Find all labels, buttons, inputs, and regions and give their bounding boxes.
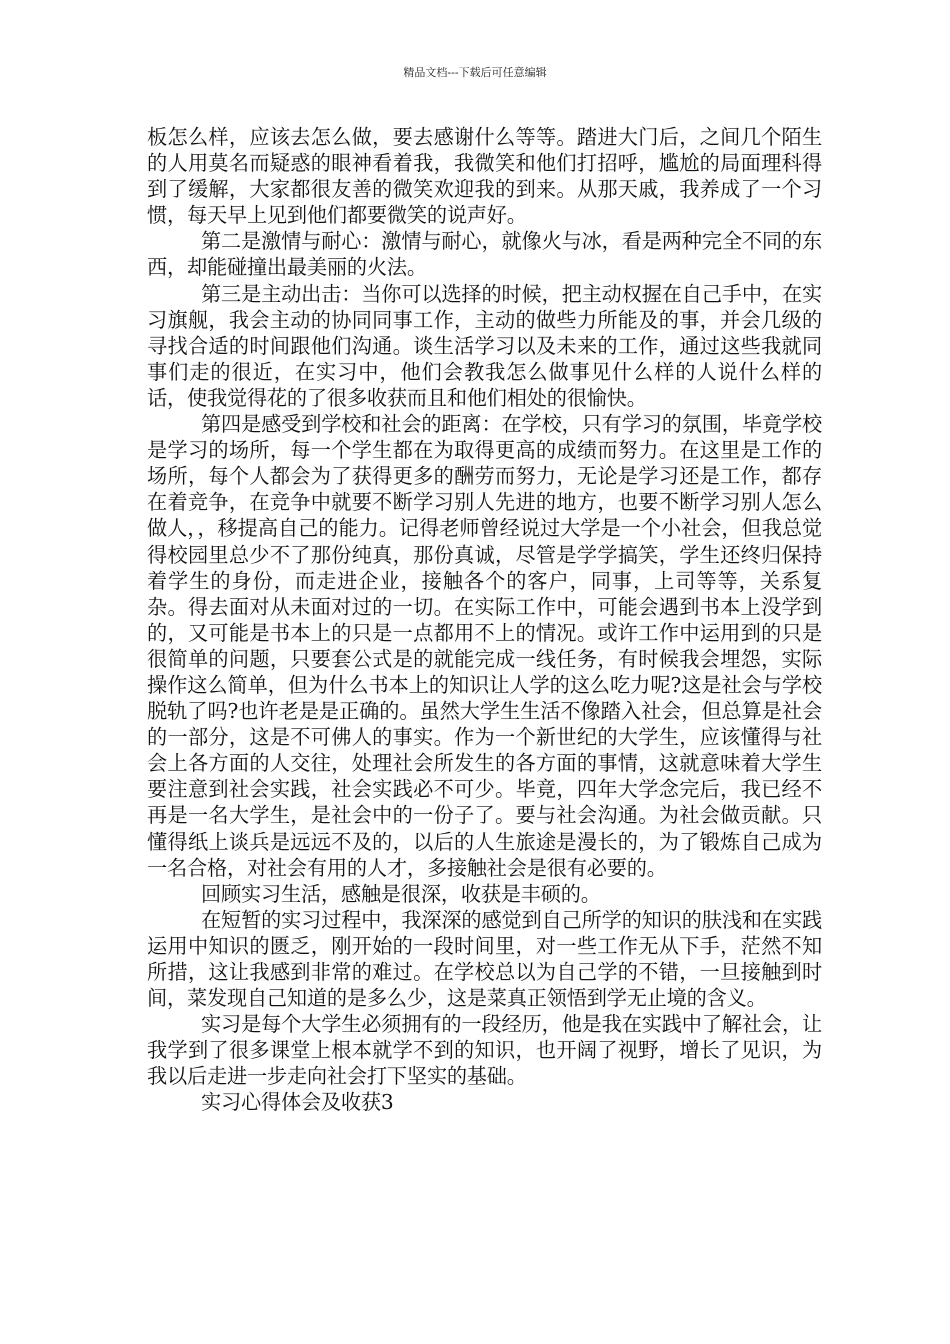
paragraph-7: 实习是每个大学生必须拥有的一段经历，他是我在实践中了解社会，让我学到了很多课堂上根本就学不到的知识，也开阔了视野，增长了见识，为我以后走进一步走向社会打下坚实的基础。 xyxy=(147,1012,822,1089)
document-body xyxy=(147,124,822,1116)
paragraph-1: 板怎么样，应该去怎么做，要去感谢什么等等。踏进大门后，之间几个陌生的人用莫名而疑惑的眼神看着我，我微笑和他们打招呼，尴尬的局面理科得到了缓解，大家都很友善的微笑欢迎我的到来。从那天戚，我养成了一个习惯，每天早上见到他们都要微笑的说声好。 xyxy=(147,125,822,228)
page-header: 精品文档---下载后可任意编辑 xyxy=(403,66,547,79)
paragraph-6: 在短暂的实习过程中，我深深的感觉到自己所学的知识的肤浅和在实践运用中知识的匮乏，刚开始的一段时间里，对一些工作无从下手，茫然不知所措，这让我感到非常的难过。在学校总以为自己学的不错，一旦接触到时间，菜发现自己知道的是多么少，这是菜真正领悟到学无止境的含义。 xyxy=(147,907,822,1011)
section-heading: 实习心得体会及收获3 xyxy=(201,1090,394,1115)
paragraph-5: 回顾实习生活，感触是很深，收获是丰硕的。 xyxy=(201,881,601,906)
paragraph-3: 第三是主动出击：当你可以选择的时候，把主动权握在自己手中，在实习旗舰，我会主动的协同同事工作，主动的做些力所能及的事，并会几级的寻找合适的时间跟他们沟通。谈生活学习以及未来的工作，通过这些我就同事们走的很近，在实习中，他们会教我怎么做事见什么样的人说什么样的话，使我觉得花的了很多收获而且和他们相处的很愉快。 xyxy=(147,281,822,410)
paragraph-4: 第四是感受到学校和社会的距离：在学校，只有学习的氛围，毕竟学校是学习的场所，每一个学生都在为取得更高的成绩而努力。在这里是工作的场所，每个人都会为了获得更多的酬劳而努力，无论是学习还是工作，都存在着竞争，在竞争中就要不断学习别人先进的地方，也要不断学习别人怎么做人，，移提高自己的能力。记得老师曾经说过大学是一个小社会，但我总觉得校园里总少不了那份纯真，那份真诚，尽管是学学搞笑，学生还终归保持着学生的身份，而走进企业，接触各个的客户，同事，上司等等，关系复杂。得去面对从未面对过的一切。在实际工作中，可能会遇到书本上没学到的，又可能是书本上的只是一点都用不上的情况。或许工作中运用到的只是很简单的问题，只要套公式是的就能完成一线任务，有时候我会埋怨，实际操作这么简单，但为什么书本上的知识让人学的这么吃力呢?这是社会与学校脱轨了吗?也许老是是正确的。虽然大学生生活不像踏入社会，但总算是社会的一部分，这是不可佛人的事实。作为一个新世纪的大学生，应该懂得与社会上各方面的人交往，处理社会所发生的各方面的事情，这就意味着大学生要注意到社会实践，社会实践必不可少。毕竟，四年大学念完后，我已经不再是一名大学生，是社会中的一份子了。要与社会沟通。为社会做贡献。只懂得纸上谈兵是远远不及的，以后的人生旅途是漫长的，为了锻炼自己成为一名合格，对社会有用的人才，多接触社会是很有必要的。 xyxy=(147,412,822,880)
paragraph-2: 第二是激情与耐心：激情与耐心，就像火与冰，看是两种完全不同的东西，却能碰撞出最美丽的火法。 xyxy=(147,229,822,280)
